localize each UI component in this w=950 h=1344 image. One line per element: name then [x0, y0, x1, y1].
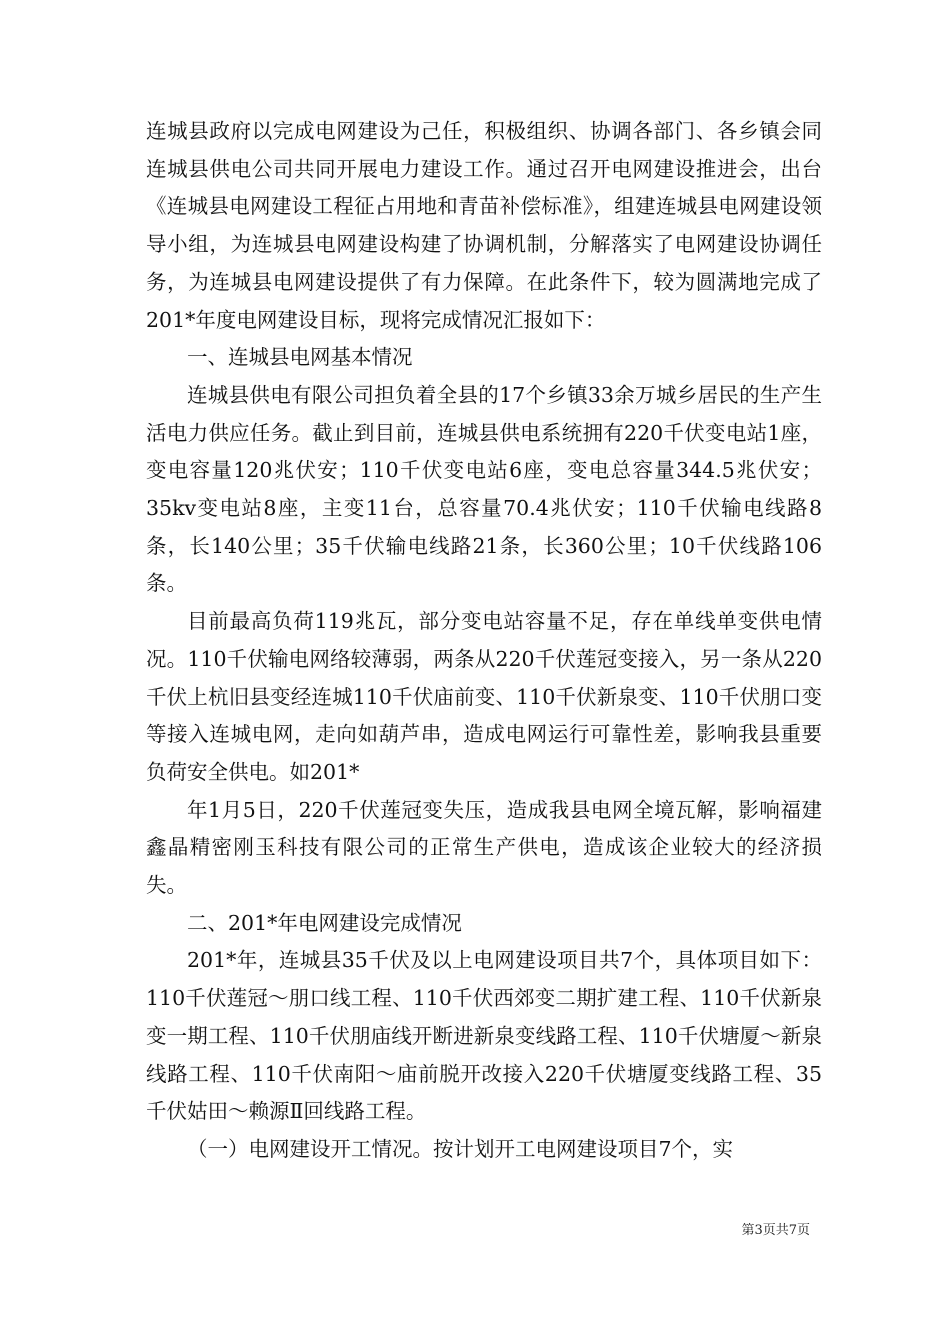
paragraph-grid-overview: 连城县供电有限公司担负着全县的17个乡镇33余万城乡居民的生产生活电力供应任务。截止到目前，连城县供电系统拥有220千伏变电站1座，变电容量120兆伏安；110千伏变电站6座，变电总容量344.5兆伏安；35kv变电站8座，主变11台，总容量70.4兆伏安；110千伏输电线路8条，长140公里；35千伏输电线路21条，长360公里；10千伏线路106条。: [146, 382, 822, 596]
document-body: [146, 113, 822, 1169]
page-number: 第3页共7页: [741, 1223, 810, 1238]
paragraph-outage: 年1月5日，220千伏莲冠变失压，造成我县电网全境瓦解，影响福建鑫晶精密刚玉科技有限公司的正常生产供电，造成该企业较大的经济损失。: [146, 797, 822, 898]
paragraph-projects: 201*年，连城县35千伏及以上电网建设项目共7个，具体项目如下：110千伏莲冠～朋口线工程、110千伏西郊变二期扩建工程、110千伏新泉变一期工程、110千伏朋庙线开断进新泉变线路工程、110千伏塘厦～新泉线路工程、110千伏南阳～庙前脱开改接入220千伏塘厦变线路工程、35千伏姑田～赖源Ⅱ回线路工程。: [146, 948, 822, 1124]
paragraph-intro: 连城县政府以完成电网建设为己任，积极组织、协调各部门、各乡镇会同连城县供电公司共同开展电力建设工作。通过召开电网建设推进会，出台《连城县电网建设工程征占用地和青苗补偿标准》，组建连城县电网建设领导小组，为连城县电网建设构建了协调机制，分解落实了电网建设协调任务，为连城县电网建设提供了有力保障。在此条件下，较为圆满地完成了201*年度电网建设目标，现将完成情况汇报如下：: [146, 119, 822, 332]
paragraph-construction-start: （一）电网建设开工情况。按计划开工电网建设项目7个，实: [187, 1136, 734, 1161]
section-heading-1: 一、连城县电网基本情况: [187, 345, 413, 370]
paragraph-max-load: 目前最高负荷119兆瓦，部分变电站容量不足，存在单线单变供电情况。110千伏输电网络较薄弱，两条从220千伏莲冠变接入，另一条从220千伏上杭旧县变经连城110千伏庙前变、110千伏新泉变、110千伏朋口变等接入连城电网，走向如葫芦串，造成电网运行可靠性差，影响我县重要负荷安全供电。如201*: [146, 609, 822, 784]
section-heading-2: 二、201*年电网建设完成情况: [187, 910, 462, 935]
